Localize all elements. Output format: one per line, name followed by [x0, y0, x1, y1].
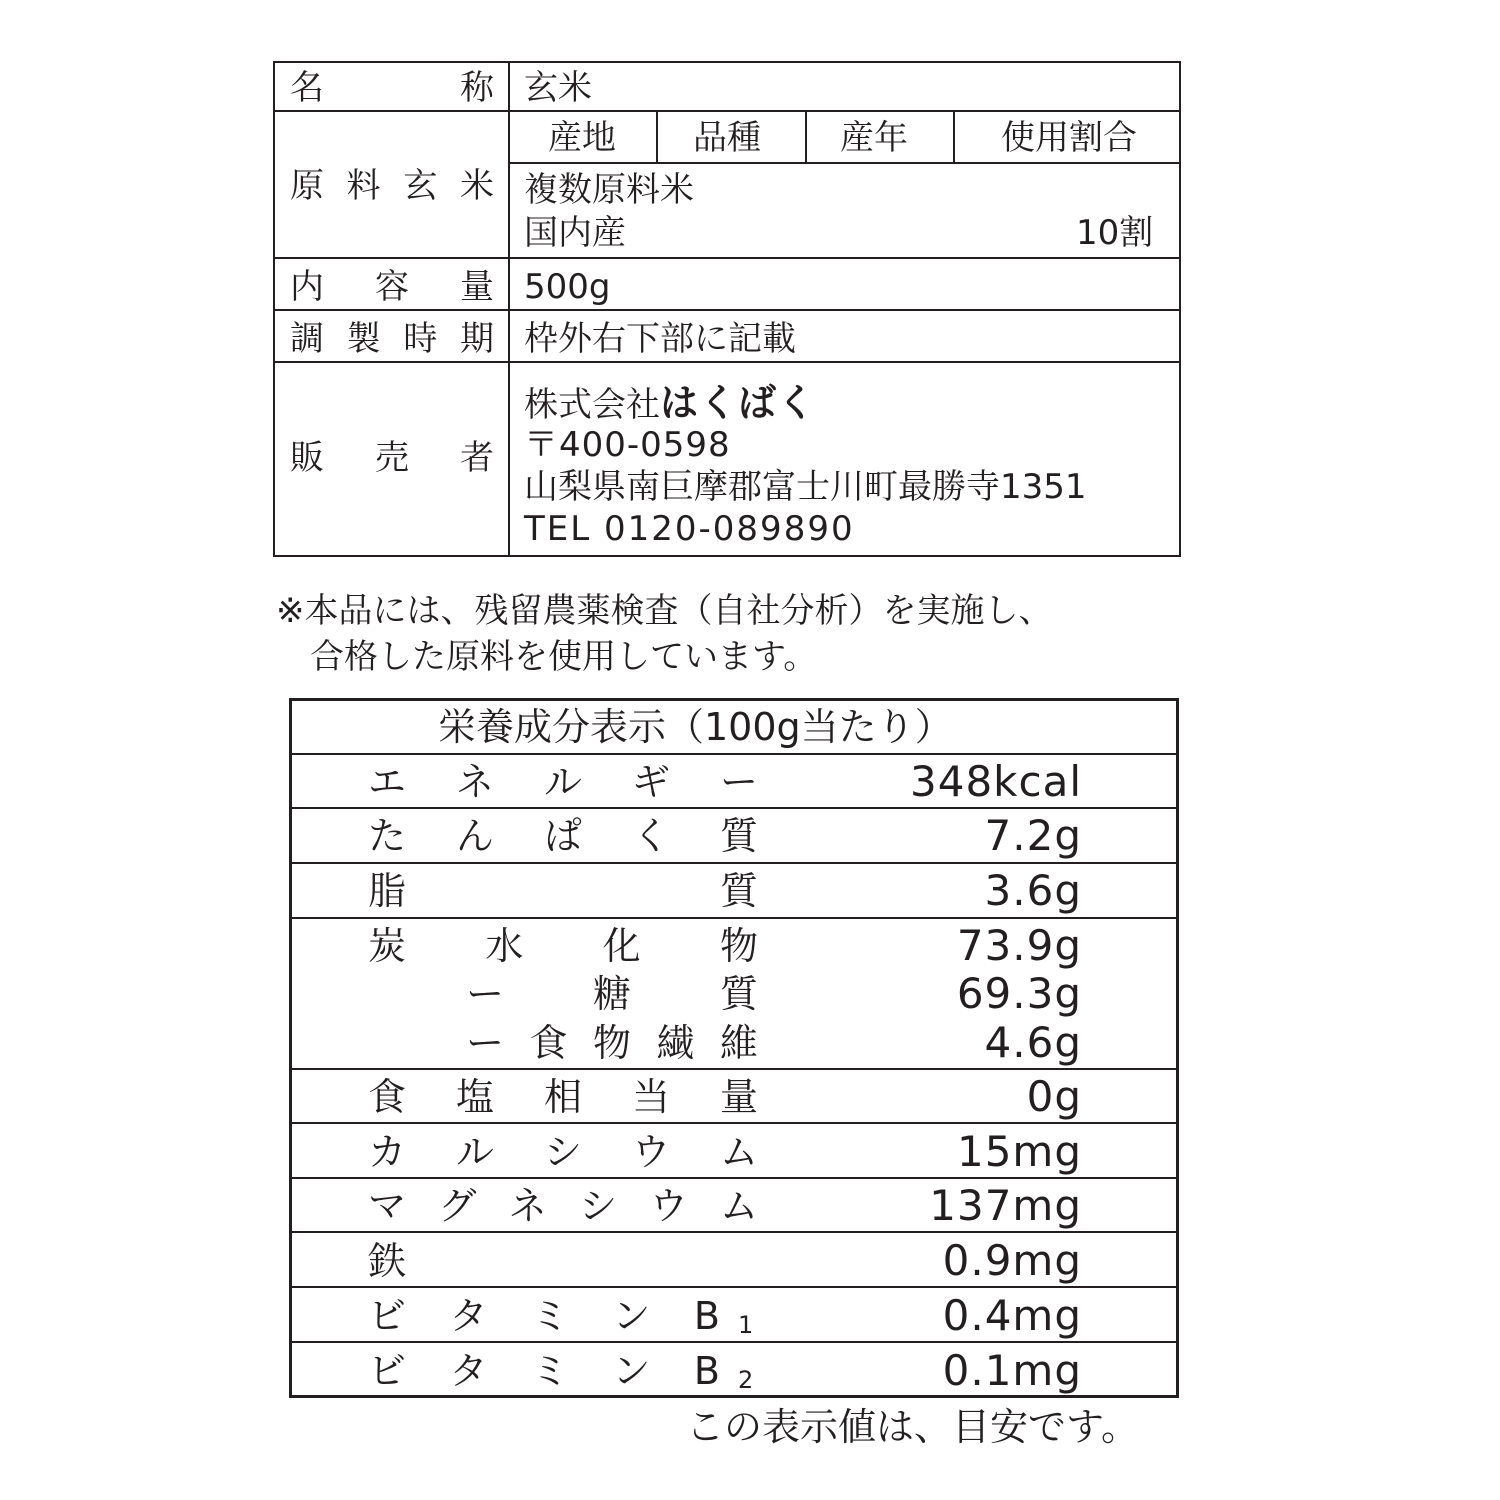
nutrition-row-divider — [289, 862, 1179, 864]
row-divider — [273, 309, 1181, 311]
header-divider — [805, 110, 807, 164]
header-variety: 品種 — [693, 118, 761, 158]
nutrition-row-divider — [289, 1177, 1179, 1179]
vitamin-b2-subscript: 2 — [738, 1366, 754, 1394]
header-divider — [953, 110, 955, 164]
nutrient-value-salt: 0g — [1026, 1072, 1082, 1121]
nutrition-row-divider — [289, 1231, 1179, 1233]
row-divider — [510, 162, 1181, 164]
nutrient-label-calcium: カ ル シ ウ ム — [368, 1130, 758, 1174]
seller-postal: 〒400-0598 — [524, 425, 731, 465]
nutrition-row-divider — [289, 1068, 1179, 1070]
content-value: 500g — [524, 267, 611, 307]
seller-brand-logo: はくばく — [660, 381, 817, 425]
name-label: 名 称 — [290, 68, 494, 108]
nutrient-label-sugar: ー 糖 質 — [466, 972, 758, 1016]
notice-line1: ※本品には、残留農薬検査（自社分析）を実施し、 — [276, 591, 1053, 631]
nutrient-value-protein: 7.2g — [984, 811, 1082, 860]
nutrition-footnote: この表示値は、目安です。 — [686, 1405, 1139, 1449]
nutrition-row-divider — [289, 917, 1179, 919]
seller-tel: TEL 0120-089890 — [524, 509, 855, 549]
nutrient-label-vitamin-b1: ビ タ ミ ン B — [368, 1294, 720, 1338]
nutrient-value-magnesium: 137mg — [929, 1181, 1082, 1230]
nutrient-label-vitamin-b2: ビ タ ミ ン B — [368, 1349, 720, 1393]
seller-company-prefix: 株式会社 — [524, 385, 660, 425]
raw-ratio: 10割 — [1076, 213, 1154, 253]
row-divider — [273, 257, 1181, 259]
nutrient-label-fat: 脂 質 — [368, 869, 758, 913]
header-ratio: 使用割合 — [1001, 118, 1137, 158]
nutrition-row-divider — [289, 1341, 1179, 1343]
name-value: 玄米 — [524, 68, 592, 108]
row-divider — [273, 110, 1181, 112]
nutrient-value-fiber: 4.6g — [984, 1018, 1082, 1067]
nutrient-value-vitamin-b2: 0.1mg — [942, 1346, 1082, 1395]
nutrient-value-carbohydrate: 73.9g — [956, 921, 1082, 970]
nutrient-label-energy: エ ネ ル ギ ー — [368, 760, 758, 804]
date-value: 枠外右下部に記載 — [524, 319, 796, 359]
nutrient-label-iron: 鉄 — [368, 1239, 407, 1283]
content-label: 内 容 量 — [290, 267, 494, 307]
nutrient-label-carbohydrate: 炭 水 化 物 — [368, 924, 758, 968]
nutrition-row-divider — [289, 1122, 1179, 1124]
header-origin: 産地 — [548, 118, 616, 158]
nutrition-title: 栄養成分表示（100g当たり） — [438, 705, 953, 749]
seller-company — [524, 381, 817, 425]
header-divider — [656, 110, 658, 164]
raw-line2: 国内産 — [524, 213, 626, 253]
nutrient-value-vitamin-b1: 0.4mg — [942, 1291, 1082, 1340]
header-year: 産年 — [840, 118, 908, 158]
nutrient-label-protein: た ん ぱ く 質 — [368, 814, 758, 858]
raw-material-label: 原 料 玄 米 — [290, 166, 494, 206]
notice-line2: 合格した原料を使用しています。 — [310, 637, 818, 677]
seller-label: 販 売 者 — [290, 438, 494, 478]
nutrition-row-divider — [289, 1286, 1179, 1288]
nutrition-row-divider — [289, 753, 1179, 755]
date-label: 調 製 時 期 — [290, 319, 494, 359]
nutrient-value-calcium: 15mg — [956, 1127, 1082, 1176]
nutrient-label-salt: 食 塩 相 当 量 — [368, 1075, 758, 1119]
nutrient-value-sugar: 69.3g — [956, 969, 1082, 1018]
vitamin-b1-subscript: 1 — [738, 1311, 754, 1339]
nutrient-value-fat: 3.6g — [984, 866, 1082, 915]
nutrient-label-fiber: ー 食 物 繊 維 — [466, 1021, 758, 1065]
seller-address: 山梨県南巨摩郡富士川町最勝寺1351 — [524, 467, 1087, 507]
nutrient-label-magnesium: マ グ ネ シ ウ ム — [368, 1184, 758, 1228]
nutrient-value-energy: 348kcal — [910, 757, 1082, 806]
nutrient-value-iron: 0.9mg — [942, 1236, 1082, 1285]
raw-line1: 複数原料米 — [524, 170, 694, 210]
row-divider — [273, 361, 1181, 363]
nutrition-row-divider — [289, 807, 1179, 809]
